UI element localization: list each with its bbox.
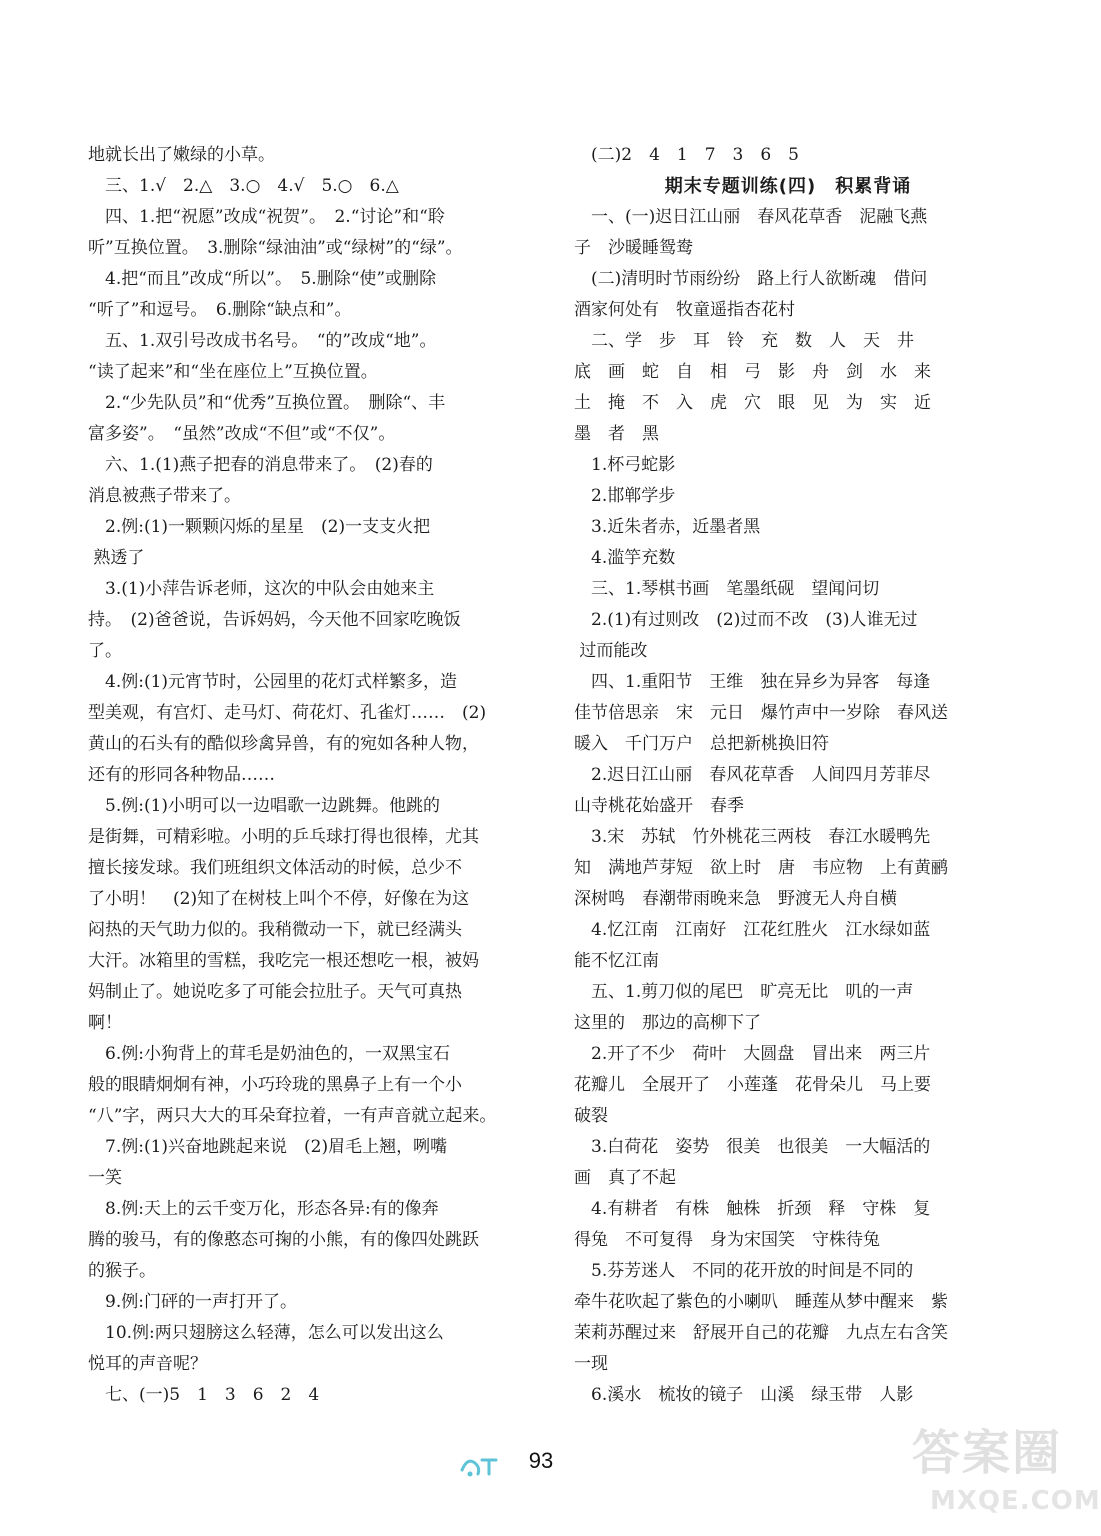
answer-line: 10.例:两只翅膀这么轻薄，怎么可以发出这么 (88, 1323, 444, 1343)
answer-line: 2.(1)有过则改 (2)过而不改 (3)人谁无过 (574, 610, 918, 630)
answer-line: 破裂 (574, 1106, 608, 1126)
answer-line: 地就长出了嫩绿的小草。 (88, 145, 275, 165)
answer-line: 三、1.√ 2.△ 3.○ 4.√ 5.○ 6.△ (88, 176, 399, 196)
answer-line: 六、1.(1)燕子把春的消息带来了。 (2)春的 (88, 455, 433, 475)
answer-line: 6.例:小狗背上的茸毛是奶油色的，一双黑宝石 (88, 1044, 450, 1064)
answer-line: 茉莉苏醒过来 舒展开自己的花瓣 九点左右含笑 (574, 1323, 948, 1343)
answer-line: 4.有耕者 有株 触株 折颈 释 守株 复 (574, 1199, 931, 1219)
answer-line: 3.白荷花 姿势 很美 也很美 一大幅活的 (574, 1137, 931, 1157)
answer-line: (二)清明时节雨纷纷 路上行人欲断魂 借问 (574, 269, 928, 289)
answer-line: 酒家何处有 牧童遥指杏花村 (574, 300, 795, 320)
answer-line: 的猴子。 (88, 1261, 156, 1281)
answer-line: 3.(1)小萍告诉老师，这次的中队会由她来主 (88, 579, 435, 599)
answer-line: 5.芬芳迷人 不同的花开放的时间是不同的 (574, 1261, 914, 1281)
answer-line: 4.把“而且”改成“所以”。 5.删除“使”或删除 (88, 269, 437, 289)
answer-line: “读了起来”和“坐在座位上”互换位置。 (88, 362, 378, 382)
answer-line: 悦耳的声音呢？ (88, 1354, 207, 1374)
answer-line: 过而能改 (574, 641, 648, 661)
answer-line: 深树鸣 春潮带雨晚来急 野渡无人舟自横 (574, 889, 897, 909)
answer-line: 能不忆江南 (574, 951, 659, 971)
answer-line: 4.滥竽充数 (574, 548, 676, 568)
answer-line: 三、1.琴棋书画 笔墨纸砚 望闻问切 (574, 579, 880, 599)
answer-line: 了。 (88, 641, 122, 661)
answer-line: 一、(一)迟日江山丽 春风花草香 泥融飞燕 (574, 207, 928, 227)
answer-line: 暖入 千门万户 总把新桃换旧符 (574, 734, 829, 754)
watermark-brand: 答案圈 (912, 1425, 1063, 1481)
answer-line: 二、学 步 耳 铃 充 数 人 天 井 (574, 331, 914, 351)
answer-line: 黄山的石头有的酷似珍禽异兽，有的宛如各种人物， (88, 734, 479, 754)
answer-line: 得兔 不可复得 身为宋国笑 守株待兔 (574, 1230, 880, 1250)
answer-line: 啊！ (88, 1013, 122, 1033)
answer-line: 型美观，有宫灯、走马灯、荷花灯、孔雀灯…… (2) (88, 703, 487, 723)
answer-line: 听”互换位置。 3.删除“绿油油”或“绿树”的“绿”。 (88, 238, 463, 258)
answer-line: 是街舞，可精彩啦。小明的乒乓球打得也很棒，尤其 (88, 827, 479, 847)
answer-line: 闷热的天气助力似的。我稍微动一下，就已经满头 (88, 920, 462, 940)
answer-line: 2.例:(1)一颗颗闪烁的星星 (2)一支支火把 (88, 517, 431, 537)
answer-line: 还有的形同各种物品…… (88, 765, 275, 785)
answer-line: 底 画 蛇 自 相 弓 影 舟 剑 水 来 (574, 362, 931, 382)
answer-line: 四、1.重阳节 王维 独在异乡为异客 每逢 (574, 672, 931, 692)
answer-line: 这里的 那边的高柳下了 (574, 1013, 761, 1033)
answer-line: (二)2 4 1 7 3 6 5 (574, 145, 799, 165)
answer-line: 2.开了不少 荷叶 大圆盘 冒出来 两三片 (574, 1044, 931, 1064)
answer-line: 2.迟日江山丽 春风花草香 人间四月芳菲尽 (574, 765, 931, 785)
answer-line: 7.例:(1)兴奋地跳起来说 (2)眉毛上翘，咧嘴 (88, 1137, 448, 1157)
right-column (574, 140, 1002, 1411)
page-decoration-icon (458, 1452, 502, 1478)
watermark-site: MXQE.COM (930, 1486, 1101, 1516)
answer-line: 一现 (574, 1354, 608, 1374)
answer-line: 熟透了 (88, 548, 145, 568)
answer-line: 3.宋 苏轼 竹外桃花三两枝 春江水暖鸭先 (574, 827, 931, 847)
answer-line: 腾的骏马，有的像憨态可掬的小熊，有的像四处跳跃 (88, 1230, 479, 1250)
section-title: 期末专题训练(四) 积累背诵 (664, 176, 912, 197)
answer-line: 1.杯弓蛇影 (574, 455, 676, 475)
answer-line: 妈制止了。她说吃多了可能会拉肚子。天气可真热 (88, 982, 462, 1002)
answer-line: “八”字，两只大大的耳朵耷拉着，一有声音就立起来。 (88, 1106, 497, 1126)
answer-line: 四、1.把“祝愿”改成“祝贺”。 2.“讨论”和“聆 (88, 207, 445, 227)
answer-line: 3.近朱者赤，近墨者黑 (574, 517, 761, 537)
answer-line: 8.例:天上的云千变万化，形态各异:有的像奔 (88, 1199, 439, 1219)
answer-line: 墨 者 黑 (574, 424, 659, 444)
answer-line: 5.例:(1)小明可以一边唱歌一边跳舞。他跳的 (88, 796, 441, 816)
answer-line: 画 真了不起 (574, 1168, 676, 1188)
answer-line: 子 沙暖睡鸳鸯 (574, 238, 693, 258)
answer-line: 五、1.双引号改成书名号。 “的”改成“地”。 (88, 331, 437, 351)
answer-line: 富多姿”。 “虽然”改成“不但”或“不仅”。 (88, 424, 396, 444)
answer-line: 五、1.剪刀似的尾巴 旷亮无比 叽的一声 (574, 982, 914, 1002)
answer-line: 9.例:门砰的一声打开了。 (88, 1292, 297, 1312)
answer-line: 持。 (2)爸爸说，告诉妈妈，今天他不回家吃晚饭 (88, 610, 461, 630)
answer-line: 般的眼睛炯炯有神，小巧玲珑的黑鼻子上有一个小 (88, 1075, 462, 1095)
answer-line: 擅长接发球。我们班组织文体活动的时候，总少不 (88, 858, 462, 878)
answer-line: 一笑 (88, 1168, 122, 1188)
answer-line: 牵牛花吹起了紫色的小喇叭 睡莲从梦中醒来 紫 (574, 1292, 948, 1312)
answer-line: 七、(一)5 1 3 6 2 4 (88, 1385, 320, 1405)
answer-line: 消息被燕子带来了。 (88, 486, 241, 506)
answer-line: “听了”和逗号。 6.删除“缺点和”。 (88, 300, 352, 320)
answer-line: 4.忆江南 江南好 江花红胜火 江水绿如蓝 (574, 920, 931, 940)
watermark (900, 1408, 1101, 1532)
answer-line: 土 掩 不 入 虎 穴 眼 见 为 实 近 (574, 393, 931, 413)
answer-line: 花瓣儿 全展开了 小莲蓬 花骨朵儿 马上要 (574, 1075, 931, 1095)
answer-line: 4.例:(1)元宵节时，公园里的花灯式样繁多，造 (88, 672, 458, 692)
page-number: 93 (528, 1448, 554, 1473)
answer-line: 佳节倍思亲 宋 元日 爆竹声中一岁除 春风送 (574, 703, 948, 723)
answer-line: 山寺桃花始盛开 春季 (574, 796, 744, 816)
answer-line: 知 满地芦芽短 欲上时 唐 韦应物 上有黄鹂 (574, 858, 948, 878)
left-column (88, 140, 520, 1411)
answer-line: 大汗。冰箱里的雪糕，我吃完一根还想吃一根，被妈 (88, 951, 479, 971)
answer-line: 6.溪水 梳妆的镜子 山溪 绿玉带 人影 (574, 1385, 914, 1405)
answer-line: 2.邯郸学步 (574, 486, 676, 506)
answer-line: 2.“少先队员”和“优秀”互换位置。 删除“、丰 (88, 393, 446, 413)
answer-line: 了小明！ (2)知了在树枝上叫个不停，好像在为这 (88, 889, 470, 909)
